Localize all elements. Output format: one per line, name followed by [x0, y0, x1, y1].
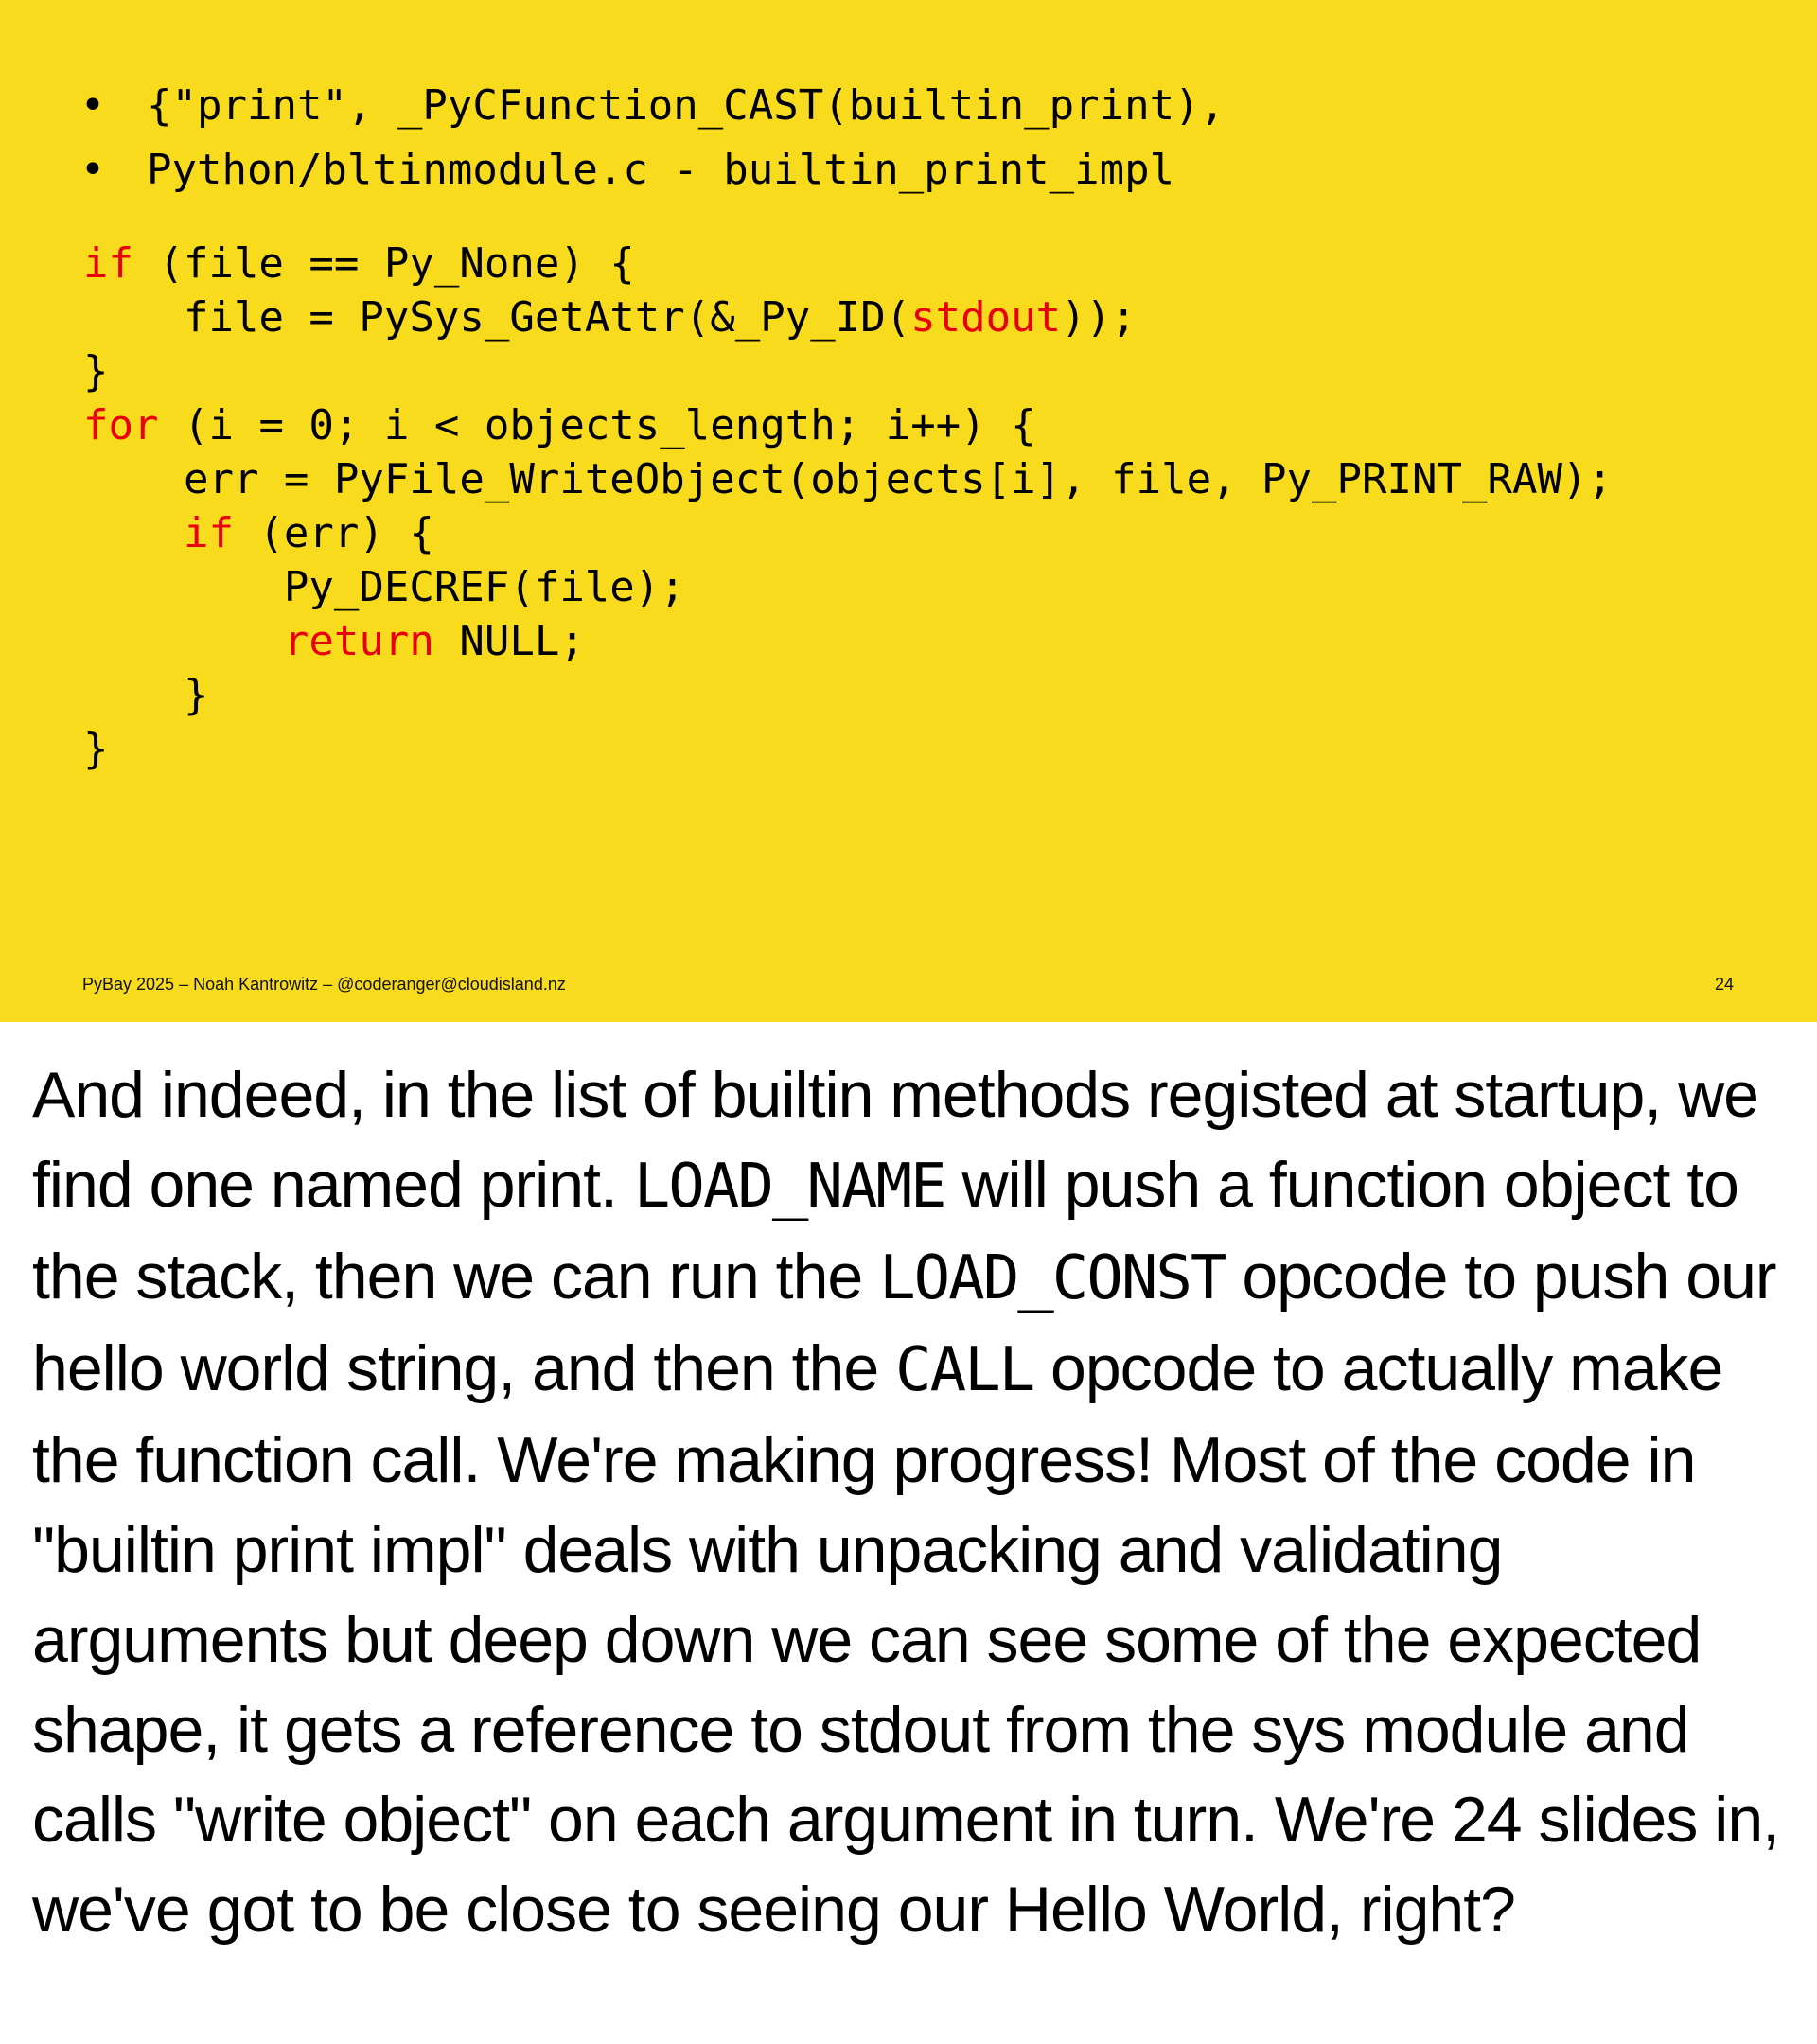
- code-token: }: [83, 347, 109, 396]
- code-token: (i = 0; i < objects_length; i++) {: [158, 401, 1036, 449]
- code-token: err = PyFile_WriteObject(objects[i], file, Py_PRINT_RAW);: [183, 455, 1613, 503]
- code-indent: [83, 509, 184, 557]
- code-line: [83, 614, 1613, 668]
- notes-text: opcode to push our hello world string, and then the: [32, 1241, 1776, 1404]
- inline-code: CALL: [895, 1335, 1034, 1405]
- code-token: NULL;: [433, 617, 585, 665]
- code-line: [83, 291, 1613, 344]
- code-keyword: for: [83, 401, 159, 449]
- code-keyword: stdout: [910, 293, 1062, 342]
- bullet-item: • Python/bltinmodule.c - builtin_print_impl: [80, 138, 1225, 203]
- code-token: (err) {: [233, 509, 434, 557]
- code-token: }: [83, 725, 109, 773]
- code-token: Py_DECREF(file);: [283, 563, 685, 611]
- code-indent: [83, 293, 184, 342]
- code-indent: [83, 671, 184, 719]
- code-indent: [83, 455, 184, 503]
- code-keyword: return: [283, 617, 434, 665]
- speaker-notes: [32, 1050, 1792, 1955]
- code-token: }: [183, 671, 209, 719]
- code-line: [83, 237, 1613, 291]
- bullet-list: [80, 74, 1225, 203]
- code-line: [83, 560, 1613, 614]
- notes-text: opcode to actually make the function call. We're making progress! Most of the code in "builtin print impl" deals with unpacking and validating arguments but deep down we can see some of the expected shape, it gets a reference to stdout from the sys module and calls "write object" on each argument in turn. We're 24 slides in, we've got to be close to seeing our Hello World, right?: [32, 1332, 1780, 1946]
- code-keyword: if: [83, 239, 133, 288]
- code-indent: [83, 617, 284, 665]
- notes-text: And indeed, in the list of builtin methods registed at startup, we find one named print.: [32, 1059, 1758, 1221]
- code-line: [83, 668, 1613, 722]
- code-indent: [83, 563, 284, 611]
- code-token: file = PySys_GetAttr(&_Py_ID(: [183, 293, 911, 342]
- notes-text: will push a function object to the stack, then we can run the: [32, 1149, 1738, 1313]
- inline-code: LOAD_NAME: [633, 1152, 945, 1222]
- code-line: [83, 506, 1613, 560]
- bullet-item: • {"print", _PyCFunction_CAST(builtin_print),: [80, 74, 1225, 138]
- slide-footer: PyBay 2025 – Noah Kantrowitz – @coderanger@cloudisland.nz: [82, 975, 566, 994]
- code-line: [83, 452, 1613, 506]
- code-block: [83, 237, 1613, 776]
- code-line: [83, 344, 1613, 398]
- code-token: ));: [1061, 293, 1137, 342]
- inline-code: LOAD_CONST: [879, 1243, 1226, 1313]
- code-line: [83, 398, 1613, 452]
- code-keyword: if: [183, 509, 234, 557]
- slide-number: 24: [1714, 975, 1734, 994]
- code-token: (file == Py_None) {: [132, 239, 635, 288]
- code-line: [83, 722, 1613, 776]
